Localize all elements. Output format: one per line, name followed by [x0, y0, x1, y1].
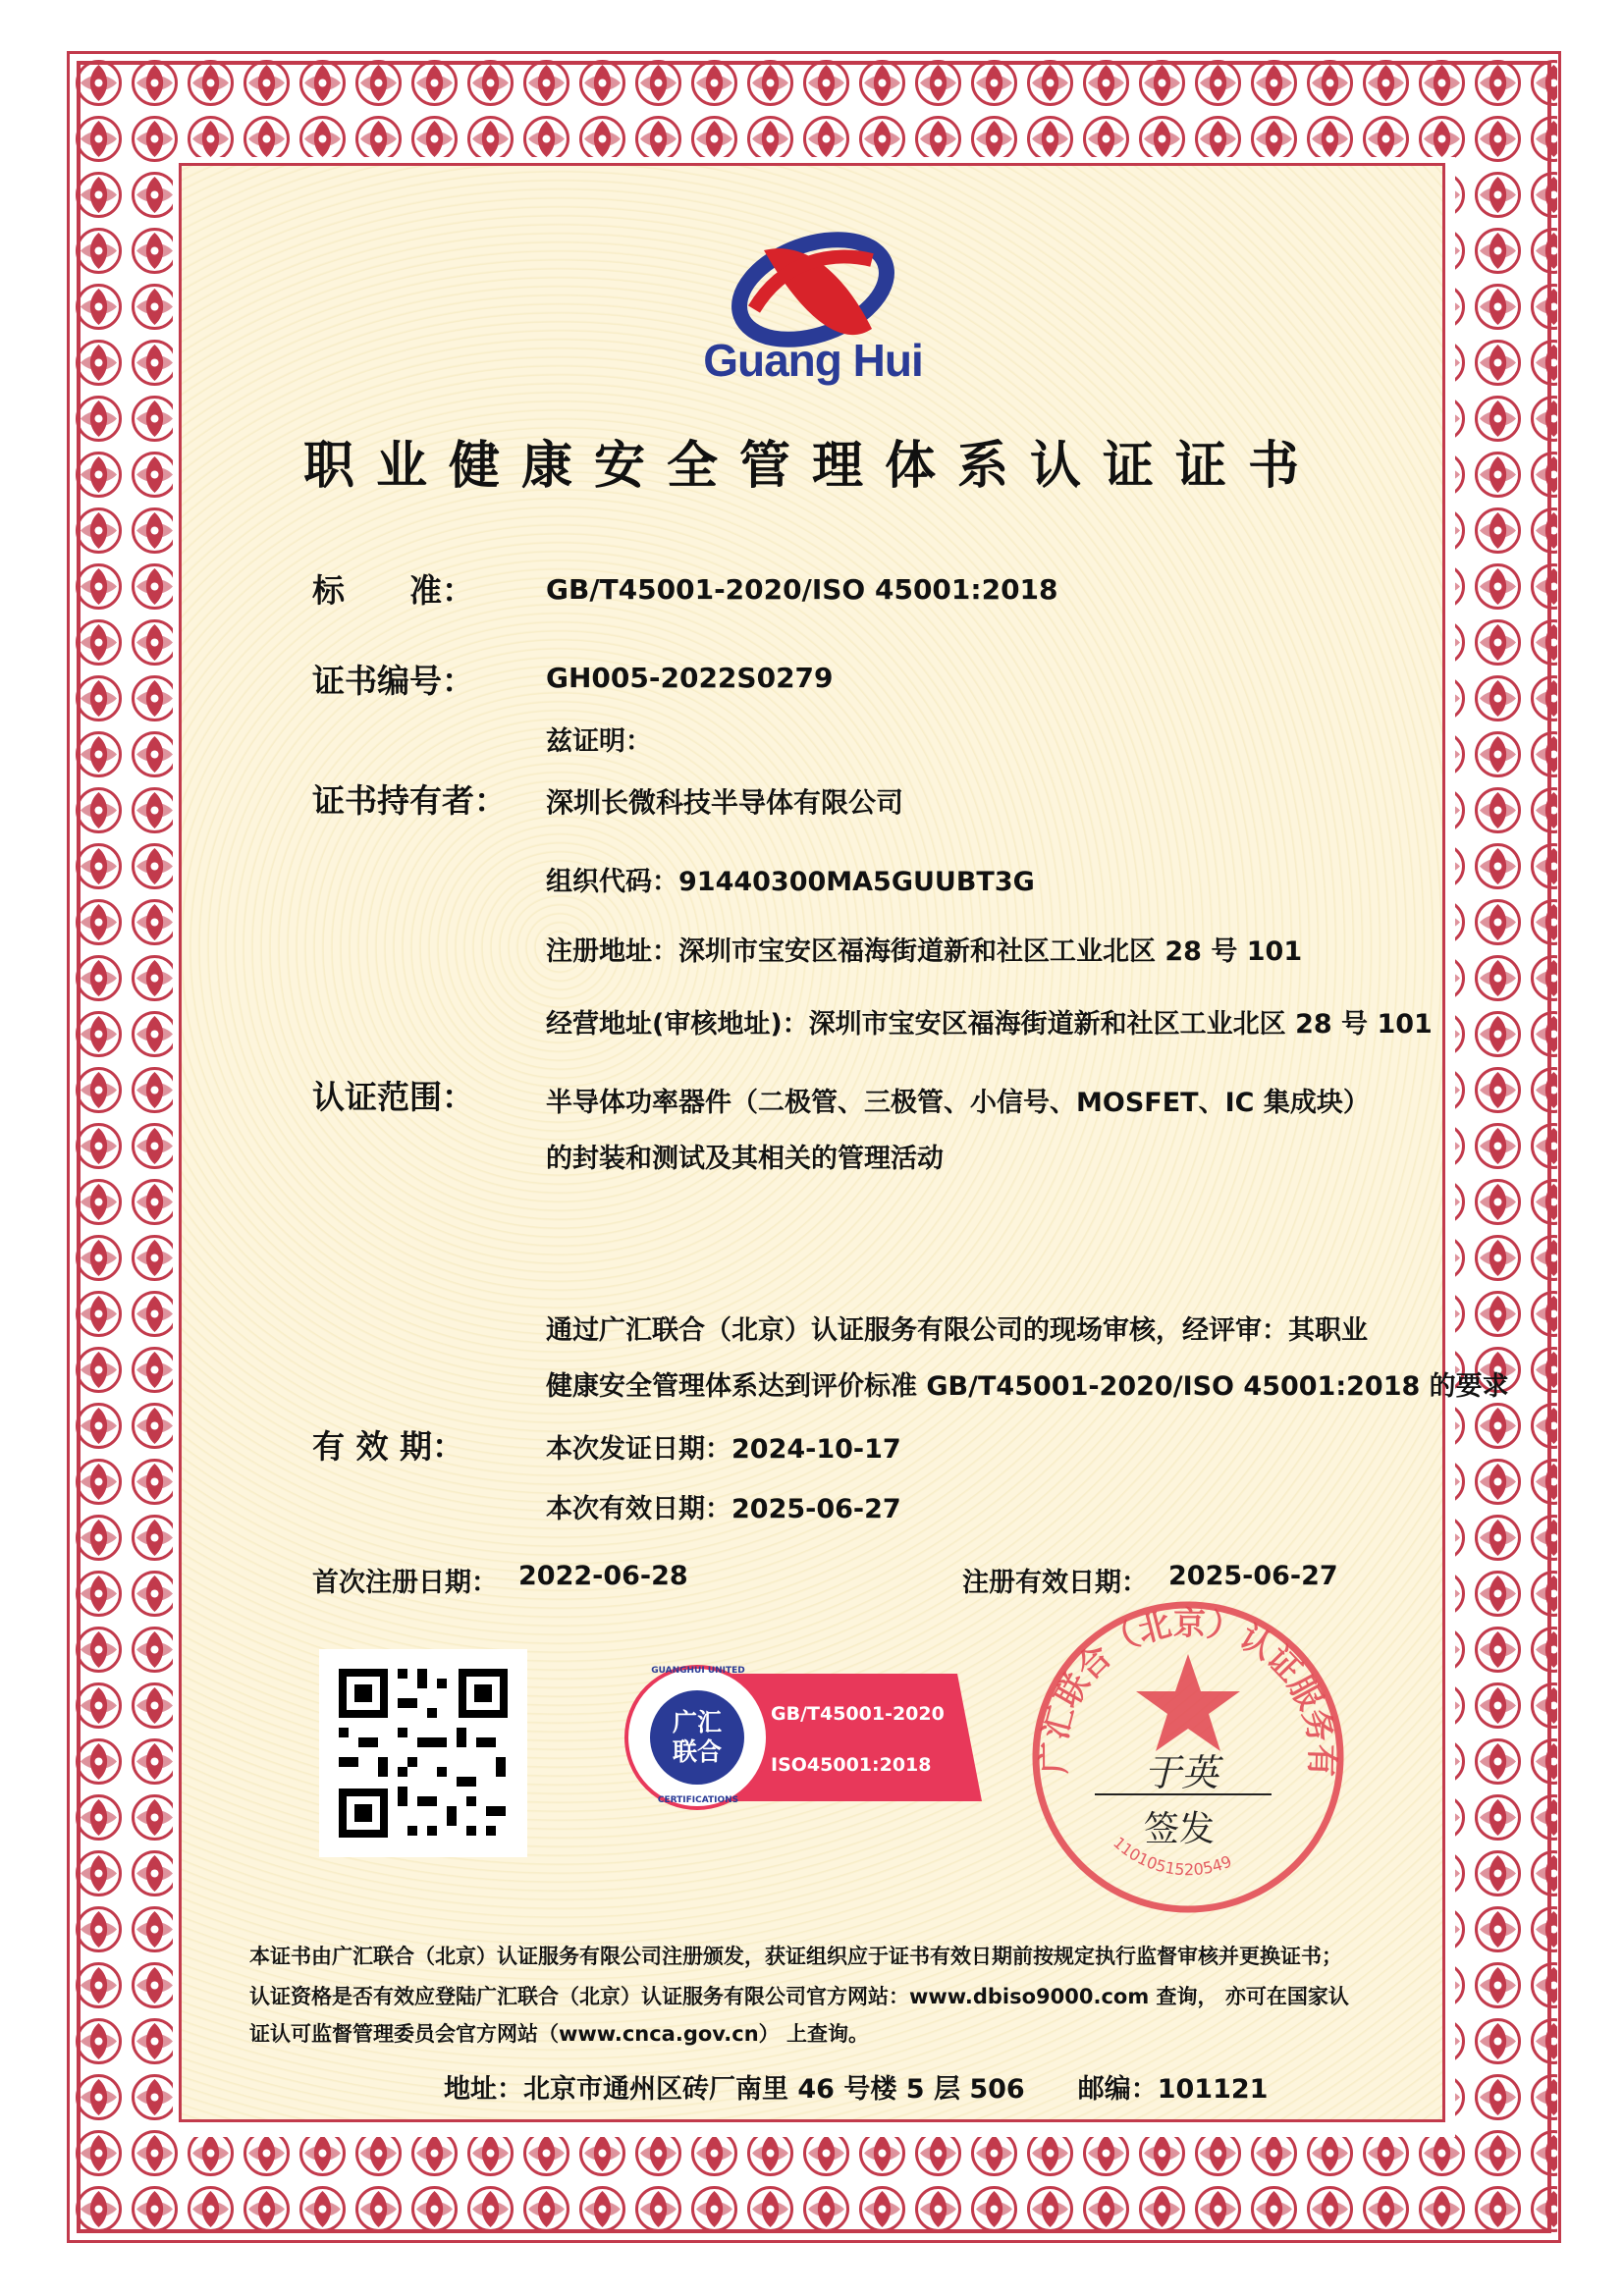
- reg-valid-label: 注册有效日期：: [962, 1568, 1148, 1598]
- footer-line2: 认证资格是否有效应登陆广汇联合（北京）认证服务有限公司官方网站：www.dbiso9000.com 查询， 亦可在国家认: [249, 1985, 1349, 2008]
- standard-value: GB/T45001-2020/ISO 45001:2018: [546, 573, 1058, 606]
- badge-chinese: 广汇联合: [672, 1708, 722, 1766]
- certificate-title: 职业健康安全管理体系认证证书: [302, 437, 1321, 496]
- official-seal: [1026, 1595, 1350, 1919]
- reg-valid-value: 2025-06-27: [1168, 1561, 1338, 1591]
- qr-code: [319, 1649, 527, 1857]
- validity-label: 有 效 期：: [312, 1427, 464, 1466]
- cert-no-label: 证书编号：: [312, 662, 474, 700]
- scope-line1: 半导体功率器件（二极管、三极管、小信号、MOSFET、IC 集成块）: [546, 1088, 1370, 1118]
- scope-line2: 的封装和测试及其相关的管理活动: [546, 1144, 944, 1174]
- scope-label: 认证范围：: [312, 1078, 474, 1116]
- first-reg-label: 首次注册日期：: [312, 1568, 498, 1598]
- validity-issue: 本次发证日期：2024-10-17: [546, 1434, 901, 1465]
- standard-label: 标 准：: [312, 571, 474, 610]
- footer-address: 地址：北京市通州区砖厂南里 46 号楼 5 层 506 邮编：101121: [444, 2074, 1269, 2105]
- badge-ring-bottom: CERTIFICATIONS: [657, 1795, 739, 1805]
- footer-line3: 证认可监督管理委员会官方网站（www.cnca.gov.cn） 上查询。: [249, 2022, 869, 2046]
- org-code: 组织代码：91440300MA5GUUBT3G: [546, 867, 1035, 897]
- statement-line2: 健康安全管理体系达到评价标准 GB/T45001-2020/ISO 45001:2018 的要求: [546, 1371, 1509, 1402]
- holder-label: 证书持有者：: [312, 781, 507, 820]
- logo-text: Guang Hui: [703, 335, 923, 386]
- seal-ring-text: 广汇联合（北京）认证服务有: [1034, 1603, 1342, 1778]
- holder-value: 深圳长微科技半导体有限公司: [546, 786, 904, 819]
- validity-expire: 本次有效日期：2025-06-27: [546, 1494, 901, 1524]
- badge-std1: GB/T45001-2020: [771, 1703, 945, 1725]
- seal-code: 1101051520549: [1110, 1833, 1235, 1880]
- certification-badge: [623, 1664, 987, 1811]
- sign-underline: [1095, 1793, 1272, 1795]
- sign-label: 签发: [1144, 1809, 1216, 1849]
- footer-line1: 本证书由广汇联合（北京）认证服务有限公司注册颁发，获证组织应于证书有效日期前按规定执行监督审核并更换证书；: [249, 1945, 1342, 1968]
- op-address: 经营地址(审核地址)：深圳市宝安区福海街道新和社区工业北区 28 号 101: [546, 1009, 1433, 1040]
- statement-line1: 通过广汇联合（北京）认证服务有限公司的现场审核，经评审：其职业: [546, 1315, 1368, 1346]
- cert-no-value: GH005-2022S0279: [546, 662, 834, 694]
- badge-std2: ISO45001:2018: [771, 1754, 932, 1776]
- signature: 于英: [1144, 1751, 1219, 1794]
- first-reg-value: 2022-06-28: [518, 1561, 688, 1591]
- reg-address: 注册地址：深圳市宝安区福海街道新和社区工业北区 28 号 101: [546, 936, 1303, 967]
- badge-ring-top: GUANGHUI UNITED: [651, 1666, 745, 1676]
- certify-text: 兹证明：: [546, 726, 652, 757]
